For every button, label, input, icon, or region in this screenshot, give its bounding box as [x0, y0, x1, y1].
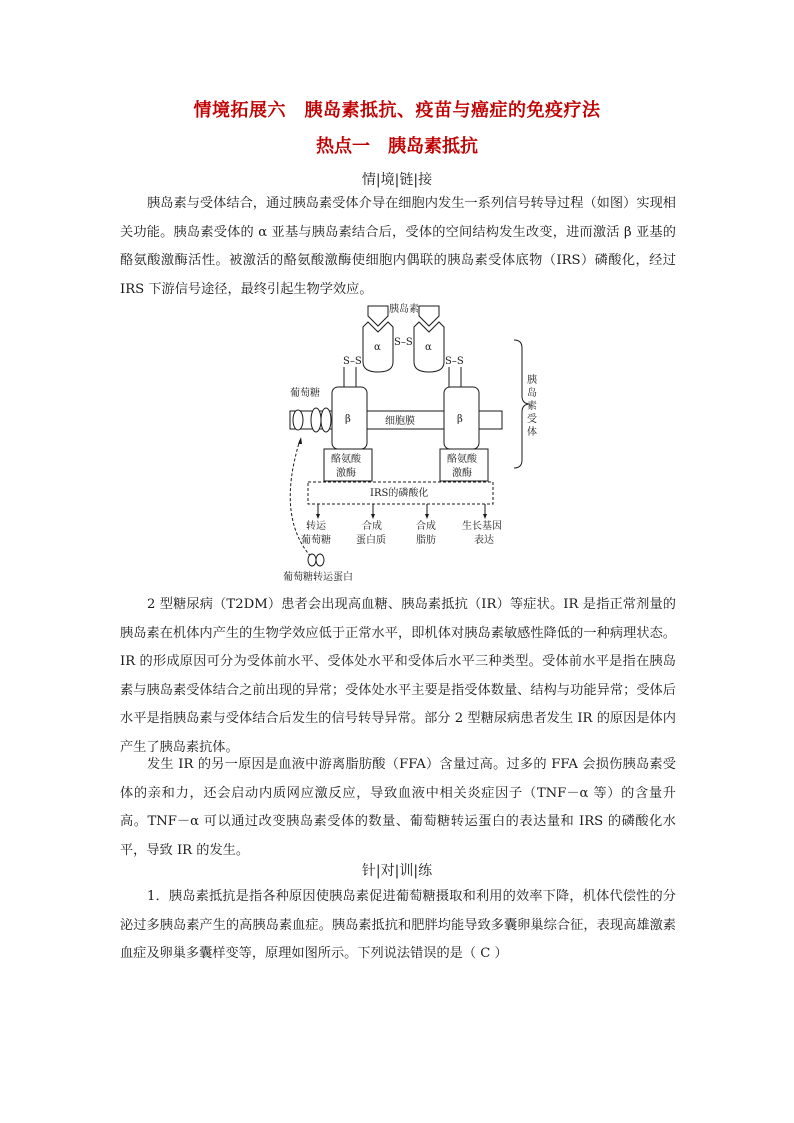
transporter-label: 葡萄糖转运蛋白: [283, 572, 353, 583]
body-paragraph-1: 2 型糖尿病（T2DM）患者会出现高血糖、胰岛素抵抗（IR）等症状。IR 是指正常剂量的胰岛素在机体内产生的生物学效应低于正常水平，即机体对胰岛素敏感性降低的一种病理状态。IR 的形成原因可分为受体前水平、受体处水平和受体后水平三种类型。受体前水平是指在胰岛素与胰岛素受体结合之前出现的异常；受体处水平主要是指受体数量、结构与功能异常；受体后水平是指胰岛素与受体结合后发生的信号转导异常。部分 2 型糖尿病患者发生 IR 的原因是体内产生了胰岛素抗体。: [120, 597, 676, 755]
body-paragraph-2: 发生 IR 的另一原因是血液中游离脂肪酸（FFA）含量过高。过多的 FFA 会损伤胰岛素受体的亲和力，还会启动内质网应激反应，导致血液中相关炎症因子（TNF－α 等）的含量升高。TNF－α 可以通过改变胰岛素受体的数量、葡萄糖转运蛋白的表达量和 IRS 的磷酸化水平，导致 IR 的发生。: [120, 757, 676, 858]
insulin-receptor-diagram: [280, 300, 550, 585]
output-fat-line2: 脂肪: [416, 535, 436, 546]
receptor-label-4: 受: [527, 414, 537, 425]
kinase-left-line1: 酪氨酸: [331, 454, 361, 465]
training-heading: 针|对|训|练: [361, 863, 433, 879]
question-1: 1．胰岛素抵抗是指各种原因使胰岛素促进葡萄糖摄取和利用的效率下降，机体代偿性的分泌过多胰岛素产生的高胰岛素血症。胰岛素抵抗和肥胖均能导致多囊卵巢综合征，表现高雄激素血症及卵巢多囊样变等，原理如图所示。下列说法错误的是（ C ）: [120, 889, 676, 961]
intro-paragraph: 胰岛素与受体结合，通过胰岛素受体介导在细胞内发生一系列信号转导过程（如图）实现相关功能。胰岛素受体的 α 亚基与胰岛素结合后，受体的空间结构发生改变，进而激活 β 亚基的酪氨酸激酶活性。被激活的酪氨酸激酶使细胞内偶联的胰岛素受体底物（IRS）磷酸化，经过 IRS 下游信号途径，最终引起生物学效应。: [120, 196, 676, 297]
output-fat-line1: 合成: [416, 521, 436, 532]
output-protein-line1: 合成: [362, 521, 382, 532]
output-gene-line2: 表达: [474, 535, 494, 546]
output-transport-line1: 转运: [306, 521, 326, 532]
ss-label-left: S–S: [343, 356, 362, 367]
irs-label: IRS的磷酸化: [370, 488, 429, 499]
output-gene-line1: 生长基因: [462, 521, 502, 532]
output-transport-line2: 葡萄糖: [301, 535, 331, 546]
membrane-label: 细胞膜: [385, 416, 415, 427]
receptor-label-2: 岛: [527, 388, 537, 399]
beta-label-left: β: [345, 414, 351, 425]
page-title: 情境拓展六 胰岛素抵抗、疫苗与癌症的免疫疗法: [193, 100, 601, 121]
section-title: 热点一 胰岛素抵抗: [316, 136, 478, 157]
receptor-label-5: 体: [527, 427, 537, 438]
alpha-label-left: α: [374, 342, 381, 353]
context-heading: 情|境|链|接: [361, 172, 433, 188]
kinase-right-line2: 激酶: [452, 468, 472, 479]
receptor-label-1: 胰: [527, 375, 537, 386]
insulin-label: 胰岛素: [389, 304, 419, 315]
ss-label-center: S–S: [394, 337, 413, 348]
beta-label-right: β: [457, 414, 463, 425]
receptor-label-3: 素: [527, 401, 537, 412]
kinase-right-line1: 酪氨酸: [447, 454, 477, 465]
alpha-label-right: α: [425, 342, 432, 353]
ss-label-right: S–S: [445, 356, 464, 367]
output-protein-line2: 蛋白质: [356, 535, 386, 546]
glucose-label: 葡萄糖: [290, 388, 320, 399]
kinase-left-line2: 激酶: [336, 468, 356, 479]
